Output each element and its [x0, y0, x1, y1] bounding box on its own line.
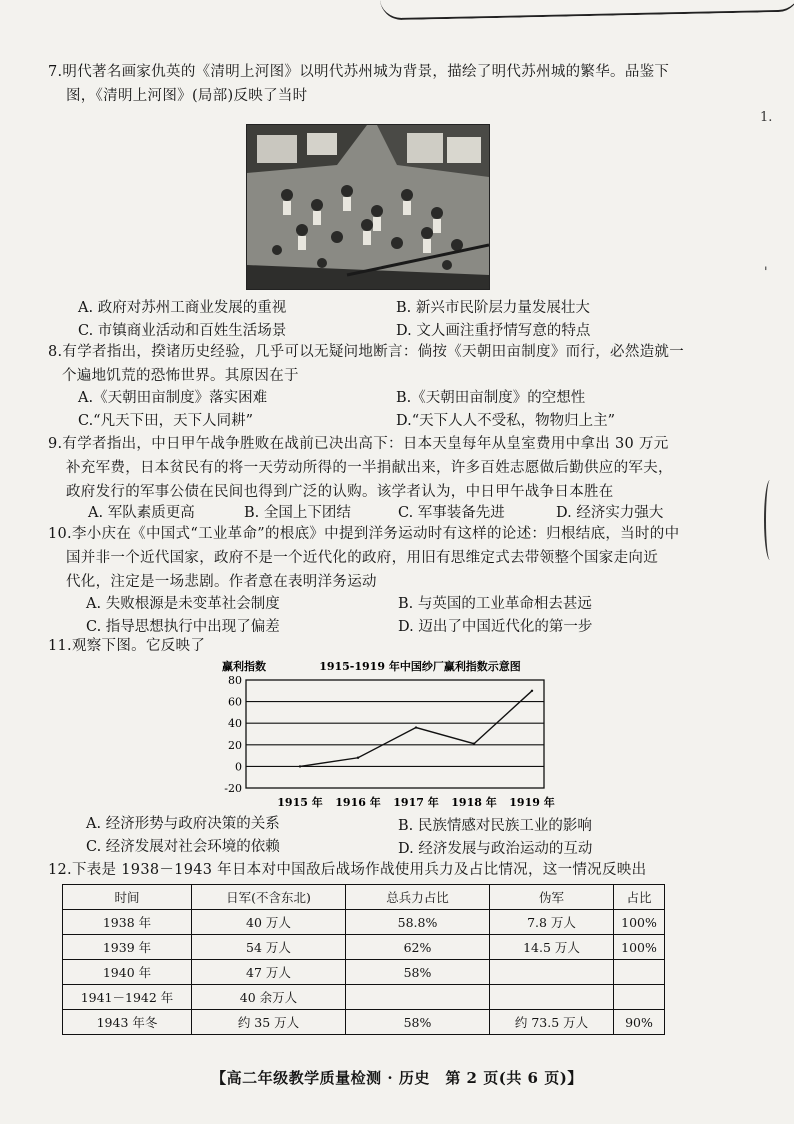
- table-cell: 58%: [346, 1010, 490, 1035]
- qingming-painting: [246, 124, 490, 290]
- q7-option-a: A. 政府对苏州工商业发展的重视: [78, 300, 287, 316]
- table-cell: 1939 年: [63, 935, 192, 960]
- table-row: [63, 985, 665, 1010]
- y-axis-label: 赢利指数: [222, 660, 266, 673]
- table-cell: 1943 年冬: [63, 1010, 192, 1035]
- table-row: [63, 935, 665, 960]
- table-cell: [614, 985, 665, 1010]
- table-cell: 40 余万人: [192, 985, 346, 1010]
- q10-option-b: B. 与英国的工业革命相去甚远: [398, 596, 592, 612]
- question-7-line1: 7.明代著名画家仇英的《清明上河图》以明代苏州城为背景，描绘了明代苏州城的繁华。品鉴下: [48, 64, 670, 80]
- data-point: [357, 757, 359, 759]
- question-11-line1: 11.观察下图。它反映了: [48, 638, 206, 654]
- table-header: 时间: [63, 885, 192, 910]
- q10-option-c: C. 指导思想执行中出现了偏差: [86, 619, 280, 635]
- table-row: [63, 1010, 665, 1035]
- q11-option-c: C. 经济发展对社会环境的依赖: [86, 839, 280, 855]
- q8-option-a: A.《天朝田亩制度》落实困难: [78, 390, 268, 406]
- question-9-line2: 补充军费，日本贫民有的将一天劳动所得的一半捐献出来，许多百姓志愿做后勤供应的军夫，: [66, 460, 673, 476]
- question-10-line1: 10.李小庆在《中国式“工业革命”的根底》中提到洋务运动时有这样的论述：归根结底，当时的中: [48, 526, 680, 542]
- table-cell: [490, 960, 614, 985]
- profit-index-chart: [190, 658, 560, 810]
- q7-option-b: B. 新兴市民阶层力量发展壮大: [396, 300, 590, 316]
- data-point: [415, 726, 417, 728]
- table-cell: 54 万人: [192, 935, 346, 960]
- q11-option-d: D. 经济发展与政治运动的互动: [398, 841, 593, 857]
- y-tick-label: 60: [228, 695, 242, 709]
- table-cell: 约 35 万人: [192, 1010, 346, 1035]
- page-footer: 【高二年级教学质量检测 · 历史 第 2 页(共 6 页)】: [211, 1069, 583, 1087]
- table-header: 占比: [614, 885, 665, 910]
- table-cell: [614, 960, 665, 985]
- question-10-line2: 国并非一个近代国家，政府不是一个近代化的政府，用旧有思维定式去带领整个国家走向近: [66, 550, 658, 566]
- table-cell: 100%: [614, 910, 665, 935]
- q9-option-c: C. 军事装备先进: [398, 505, 505, 521]
- margin-mark: ': [764, 265, 768, 280]
- table-cell: [490, 985, 614, 1010]
- table-cell: 1940 年: [63, 960, 192, 985]
- x-tick-label: 1915 年: [277, 796, 323, 809]
- table-cell: 90%: [614, 1010, 665, 1035]
- chart-svg: [190, 658, 560, 810]
- x-tick-label: 1918 年: [451, 796, 497, 809]
- question-9-line3: 政府发行的军事公债在民间也得到广泛的认购。该学者认为，中日甲午战争日本胜在: [66, 484, 614, 500]
- question-8-line2: 个遍地饥荒的恐怖世界。其原因在于: [62, 368, 299, 384]
- table-cell: 58.8%: [346, 910, 490, 935]
- question-8-line1: 8.有学者指出，揆诸历史经验，几乎可以无疑问地断言：倘按《天朝田亩制度》而行，必然造就一: [48, 344, 685, 360]
- table-cell: 47 万人: [192, 960, 346, 985]
- table-cell: 约 73.5 万人: [490, 1010, 614, 1035]
- y-tick-label: -20: [224, 782, 242, 795]
- q11-option-a: A. 经济形势与政府决策的关系: [86, 816, 280, 832]
- data-point: [473, 743, 475, 745]
- data-point: [531, 690, 533, 692]
- q9-option-d: D. 经济实力强大: [556, 505, 664, 521]
- q11-option-b: B. 民族情感对民族工业的影响: [398, 818, 592, 834]
- table-header: 总兵力占比: [346, 885, 490, 910]
- question-10-line3: 代化，注定是一场悲剧。作者意在表明洋务运动: [66, 574, 377, 590]
- question-12-line1: 12.下表是 1938－1943 年日本对中国敌后战场作战使用兵力及占比情况，这一情况反映出: [48, 862, 647, 878]
- q9-option-a: A. 军队素质更高: [88, 505, 195, 521]
- plot-frame: [246, 680, 544, 788]
- page-curve: [764, 480, 776, 560]
- q7-option-d: D. 文人画注重抒情写意的特点: [396, 323, 591, 339]
- q8-option-b: B.《天朝田亩制度》的空想性: [396, 390, 586, 406]
- question-7-line2: 图，《清明上河图》(局部)反映了当时: [66, 88, 308, 104]
- y-tick-label: 0: [235, 760, 242, 774]
- margin-mark: 1.: [760, 110, 773, 125]
- table-cell: 58%: [346, 960, 490, 985]
- table-row: [63, 960, 665, 985]
- x-tick-label: 1919 年: [509, 796, 555, 809]
- q9-option-b: B. 全国上下团结: [244, 505, 351, 521]
- data-point: [299, 765, 301, 767]
- x-tick-label: 1916 年: [335, 796, 381, 809]
- x-tick-label: 1917 年: [393, 796, 439, 809]
- q10-option-a: A. 失败根源是未变革社会制度: [86, 596, 280, 612]
- table-header: 伪军: [490, 885, 614, 910]
- table-header-row: [63, 885, 665, 910]
- q7-option-c: C. 市镇商业活动和百姓生活场景: [78, 323, 287, 339]
- table-cell: 1941－1942 年: [63, 985, 192, 1010]
- y-tick-label: 20: [228, 738, 242, 752]
- table-header: 日军(不含东北): [192, 885, 346, 910]
- y-tick-label: 80: [228, 674, 242, 687]
- q8-option-d: D.“天下人人不受私，物物归上主”: [396, 413, 616, 429]
- table-cell: [346, 985, 490, 1010]
- table-cell: 40 万人: [192, 910, 346, 935]
- q8-option-c: C.“凡天下田，天下人同耕”: [78, 413, 254, 429]
- page-edge: [380, 0, 794, 20]
- table-row: [63, 910, 665, 935]
- q10-option-d: D. 迈出了中国近代化的第一步: [398, 619, 593, 635]
- question-9-line1: 9.有学者指出，中日甲午战争胜败在战前已决出高下：日本天皇每年从皇室费用中拿出 30 万元: [48, 436, 669, 452]
- table-cell: 1938 年: [63, 910, 192, 935]
- troops-table: [62, 884, 665, 1035]
- table-cell: 100%: [614, 935, 665, 960]
- table-cell: 7.8 万人: [490, 910, 614, 935]
- table-cell: 62%: [346, 935, 490, 960]
- chart-title: 1915-1919 年中国纱厂赢利指数示意图: [319, 660, 521, 673]
- y-tick-label: 40: [228, 717, 242, 731]
- table-cell: 14.5 万人: [490, 935, 614, 960]
